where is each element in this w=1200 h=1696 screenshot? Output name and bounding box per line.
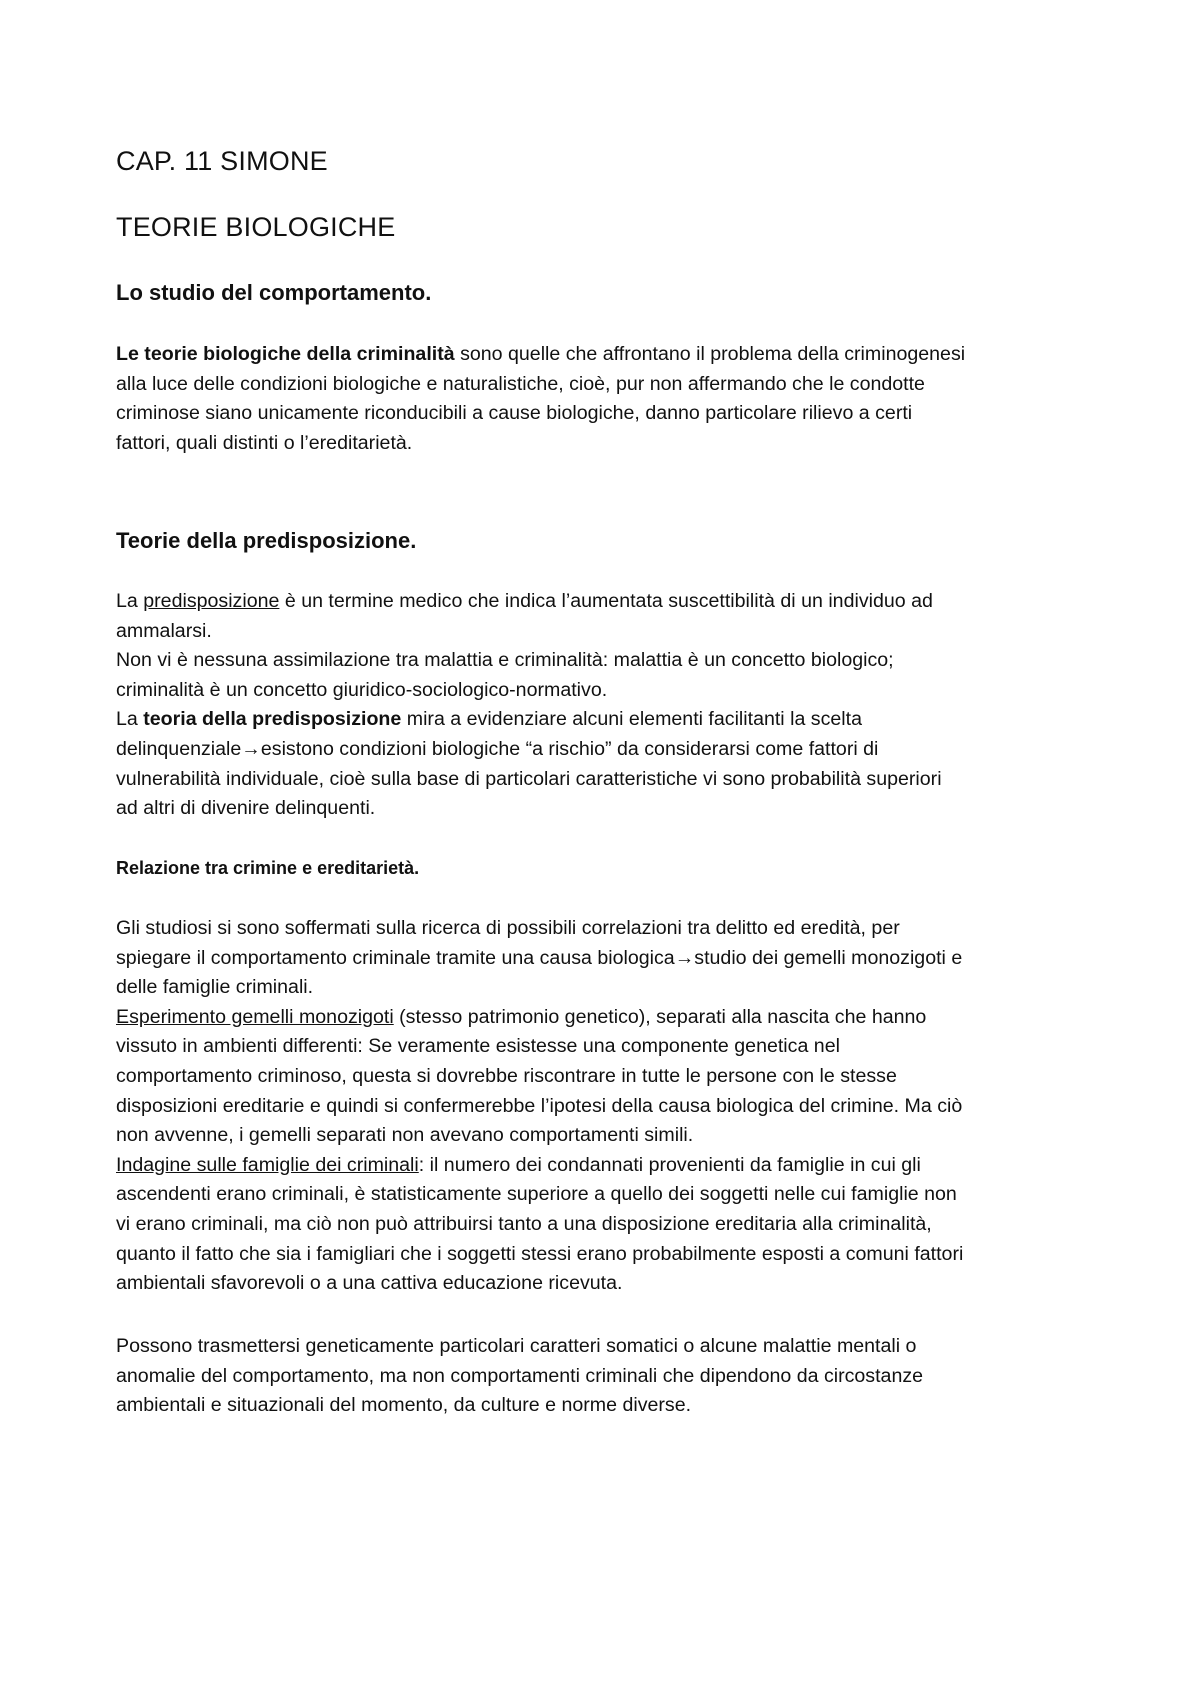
text-line: ambientali sfavorevoli o a una cattiva educazione ricevuta. — [116, 1272, 623, 1295]
text-line: delle famiglie criminali. — [116, 976, 314, 999]
text-line — [116, 340, 1106, 370]
bold-term: Le teorie biologiche della criminalità — [116, 343, 455, 365]
text-line: criminalità è un concetto giuridico-sociologico-normativo. — [116, 678, 608, 701]
heading-predisposizione: Teorie della predisposizione. — [116, 528, 417, 553]
paragraph-conclusione — [116, 1332, 1106, 1421]
text-run: La — [116, 590, 144, 612]
text-line: disposizioni ereditarie e quindi si confermerebbe l’ipotesi della causa biologica del crimine. Ma ciò — [116, 1094, 963, 1117]
text-run: mira a evidenziare alcuni elementi facilitanti la scelta — [401, 708, 862, 731]
text-line: delinquenziale→esistono condizioni biologiche “a rischio” da considerarsi come fattori di — [116, 737, 879, 760]
section-title: TEORIE BIOLOGICHE — [116, 212, 396, 242]
bold-term: teoria della predisposizione — [143, 708, 402, 731]
text-line: fattori, quali distinti o l’ereditarietà. — [116, 431, 413, 454]
underlined-term: Indagine sulle famiglie dei criminali — [116, 1153, 419, 1176]
text-line: vissuto in ambienti differenti: Se veramente esistesse una componente genetica nel — [116, 1035, 840, 1058]
text-run: : il numero dei condannati provenienti da famiglie in cui gli — [418, 1153, 921, 1176]
heading-studio-comportamento: Lo studio del comportamento. — [116, 280, 432, 305]
text-line — [116, 1003, 1106, 1033]
text-line — [116, 705, 1106, 735]
text-line: quanto il fatto che sia i famigliari che i soggetti stessi erano probabilmente esposti a comuni fattori — [116, 1242, 964, 1265]
text-line: alla luce delle condizioni biologiche e naturalistiche, cioè, pur non affermando che le condotte — [116, 372, 925, 395]
text-line: ad altri di divenire delinquenti. — [116, 797, 376, 820]
underlined-term: Esperimento gemelli monozigoti — [116, 1005, 394, 1028]
text-line: anomalie del comportamento, ma non comportamenti criminali che dipendono da circostanze — [116, 1364, 924, 1387]
paragraph-crimine-ereditarieta — [116, 914, 1106, 1299]
text-line: ambientali e situazionali del momento, da culture e norme diverse. — [116, 1394, 692, 1417]
paragraph-predisposizione — [116, 587, 1106, 824]
text-line: Gli studiosi si sono soffermati sulla ricerca di possibili correlazioni tra delitto ed eredità, per — [116, 917, 900, 939]
text-line: spiegare il comportamento criminale tramite una causa biologica→studio dei gemelli monozigoti e — [116, 946, 963, 969]
text-line — [116, 587, 1106, 617]
text-run: La — [116, 708, 144, 731]
text-line: Non vi è nessuna assimilazione tra malattia e criminalità: malattia è un concetto biologico; — [116, 649, 894, 672]
paragraph-teorie-biologiche — [116, 340, 1106, 458]
underlined-term: predisposizione — [143, 590, 280, 612]
text-line: criminose siano unicamente riconducibili a cause biologiche, danno particolare rilievo a certi — [116, 402, 913, 425]
text-line: comportamento criminoso, questa si dovrebbe riscontrare in tutte le persone con le stesse — [116, 1064, 897, 1087]
text-run: sono quelle che affrontano il problema della criminogenesi — [454, 343, 966, 365]
text-run: è un termine medico che indica l’aumentata suscettibilità di un individuo ad — [279, 590, 933, 612]
text-line: ammalarsi. — [116, 619, 212, 642]
document-title: CAP. 11 SIMONE — [116, 146, 328, 176]
text-line — [116, 1151, 1106, 1181]
text-line: non avvenne, i gemelli separati non avevano comportamenti simili. — [116, 1124, 694, 1147]
text-line: vi erano criminali, ma ciò non può attribuirsi tanto a una disposizione ereditaria alla criminalità, — [116, 1212, 932, 1235]
text-line: Possono trasmettersi geneticamente particolari caratteri somatici o alcune malattie mentali o — [116, 1335, 917, 1357]
heading-crimine-ereditarieta: Relazione tra crimine e ereditarietà. — [116, 858, 420, 878]
text-line: vulnerabilità individuale, cioè sulla base di particolari caratteristiche vi sono probabilità superiori — [116, 767, 942, 790]
text-run: (stesso patrimonio genetico), separati alla nascita che hanno — [393, 1005, 927, 1028]
text-line: ascendenti erano criminali, è statisticamente superiore a quello dei soggetti nelle cui famiglie non — [116, 1183, 957, 1206]
